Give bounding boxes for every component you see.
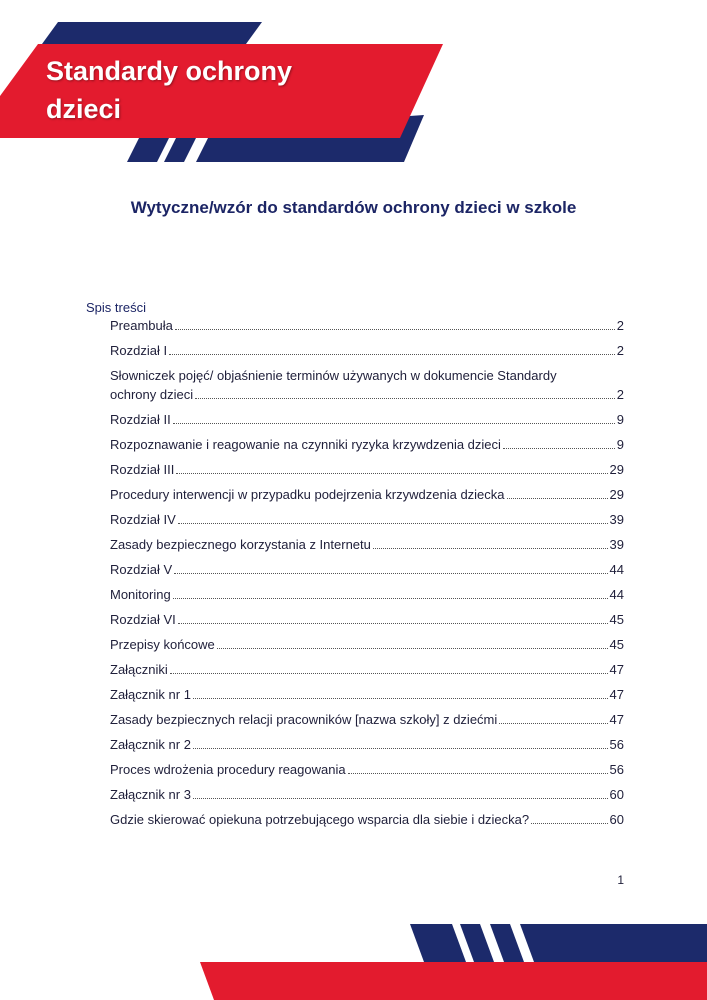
toc-entry[interactable] — [110, 810, 624, 829]
banner-title-line1: Standardy ochrony — [46, 56, 293, 86]
toc-entry-page: 44 — [609, 587, 624, 602]
toc-entry-text: Proces wdrożenia procedury reagowania — [110, 762, 346, 777]
toc-entry-text: Zasady bezpiecznego korzystania z Internetu — [110, 537, 371, 552]
toc-entry-page: 29 — [609, 462, 624, 477]
toc-dot-leader — [193, 798, 608, 799]
toc-entry-page: 60 — [609, 812, 624, 827]
toc-entry-text: Załącznik nr 1 — [110, 687, 191, 702]
toc-entry-text: Rozdział II — [110, 412, 171, 427]
toc-entry-page: 2 — [616, 387, 624, 402]
toc-entry[interactable] — [110, 635, 624, 654]
toc-heading: Spis treści — [86, 300, 146, 315]
toc-entry-text-line1: Słowniczek pojęć/ objaśnienie terminów używanych w dokumencie Standardy — [110, 368, 557, 383]
toc-entry-page: 2 — [616, 343, 624, 358]
toc-dot-leader — [178, 623, 608, 624]
toc-entry[interactable] — [110, 460, 624, 479]
banner-title-line2: dzieci — [46, 94, 122, 124]
toc-entry-page: 39 — [609, 512, 624, 527]
toc-dot-leader — [373, 548, 608, 549]
toc-entry-page: 2 — [616, 318, 624, 333]
toc-entry-text: Procedury interwencji w przypadku podejrzenia krzywdzenia dziecka — [110, 487, 505, 502]
toc-entry-text: Przepisy końcowe — [110, 637, 215, 652]
toc-dot-leader — [195, 398, 615, 399]
toc-entry-page: 9 — [616, 412, 624, 427]
toc-entry[interactable] — [110, 535, 624, 554]
toc-dot-leader — [170, 673, 608, 674]
page-number: 1 — [617, 873, 624, 887]
toc-dot-leader — [348, 773, 608, 774]
toc-entry[interactable] — [110, 735, 624, 754]
toc-entry-page: 44 — [609, 562, 624, 577]
toc-entry[interactable] — [110, 685, 624, 704]
toc-entry-page: 39 — [609, 537, 624, 552]
toc-entry-text: Załączniki — [110, 662, 168, 677]
toc-entry[interactable] — [110, 610, 624, 629]
toc-entry-page: 47 — [609, 712, 624, 727]
toc-entry-text: Załącznik nr 2 — [110, 737, 191, 752]
toc-entry-text: Rozpoznawanie i reagowanie na czynniki ryzyka krzywdzenia dzieci — [110, 437, 501, 452]
toc-dot-leader — [507, 498, 608, 499]
toc-entry[interactable] — [110, 660, 624, 679]
footer-navy-bar-4 — [520, 924, 707, 962]
toc-entry[interactable] — [110, 316, 624, 335]
footer-navy-bar-3 — [490, 924, 524, 962]
toc-entry[interactable] — [110, 785, 624, 804]
toc-dot-leader — [499, 723, 607, 724]
toc-dot-leader — [173, 423, 615, 424]
toc-entry[interactable] — [110, 585, 624, 604]
toc-dot-leader — [503, 448, 615, 449]
toc-entry-page: 60 — [609, 787, 624, 802]
toc-dot-leader — [174, 573, 607, 574]
toc-entry[interactable] — [110, 366, 624, 404]
toc-entry-text: ochrony dzieci — [110, 387, 194, 402]
toc-entry[interactable] — [110, 485, 624, 504]
banner-title — [46, 52, 336, 128]
document-subtitle: Wytyczne/wzór do standardów ochrony dzieci w szkole — [130, 198, 577, 217]
toc-entry[interactable] — [110, 410, 624, 429]
toc-dot-leader — [193, 698, 608, 699]
toc-entry-page: 47 — [609, 687, 624, 702]
toc-dot-leader — [531, 823, 607, 824]
toc-dot-leader — [175, 329, 615, 330]
toc-entry[interactable] — [110, 435, 624, 454]
toc-dot-leader — [176, 473, 607, 474]
toc-entry-text: Zasady bezpiecznych relacji pracowników [nazwa szkoły] z dziećmi — [110, 712, 498, 727]
toc-dot-leader — [193, 748, 608, 749]
toc-entry-text: Rozdział I — [110, 343, 168, 358]
toc-entry[interactable] — [110, 510, 624, 529]
toc-entry-page: 9 — [616, 437, 624, 452]
toc-entry[interactable] — [110, 760, 624, 779]
toc-entry-page: 45 — [609, 637, 624, 652]
toc-entry[interactable] — [110, 560, 624, 579]
toc-entry-text: Gdzie skierować opiekuna potrzebującego wsparcia dla siebie i dziecka? — [110, 812, 530, 827]
footer-red-band — [200, 962, 707, 1000]
toc-entry[interactable] — [110, 710, 624, 729]
footer-navy-bar-1 — [410, 924, 466, 962]
table-of-contents — [110, 316, 624, 835]
header-navy-stripe — [42, 22, 262, 44]
toc-entry-page: 45 — [609, 612, 624, 627]
toc-entry-page: 56 — [609, 762, 624, 777]
toc-dot-leader — [178, 523, 608, 524]
toc-entry-text: Monitoring — [110, 587, 171, 602]
toc-dot-leader — [173, 598, 608, 599]
toc-entry-text: Rozdział III — [110, 462, 175, 477]
toc-entry-text: Załącznik nr 3 — [110, 787, 191, 802]
toc-entry-text: Rozdział VI — [110, 612, 176, 627]
toc-entry-page: 47 — [609, 662, 624, 677]
toc-entry-text: Rozdział IV — [110, 512, 176, 527]
toc-dot-leader — [169, 354, 615, 355]
toc-entry-page: 29 — [609, 487, 624, 502]
footer-navy-bar-2 — [460, 924, 494, 962]
toc-entry-text: Preambuła — [110, 318, 173, 333]
toc-entry[interactable] — [110, 341, 624, 360]
toc-entry-page: 56 — [609, 737, 624, 752]
toc-entry-text: Rozdział V — [110, 562, 173, 577]
toc-dot-leader — [217, 648, 608, 649]
